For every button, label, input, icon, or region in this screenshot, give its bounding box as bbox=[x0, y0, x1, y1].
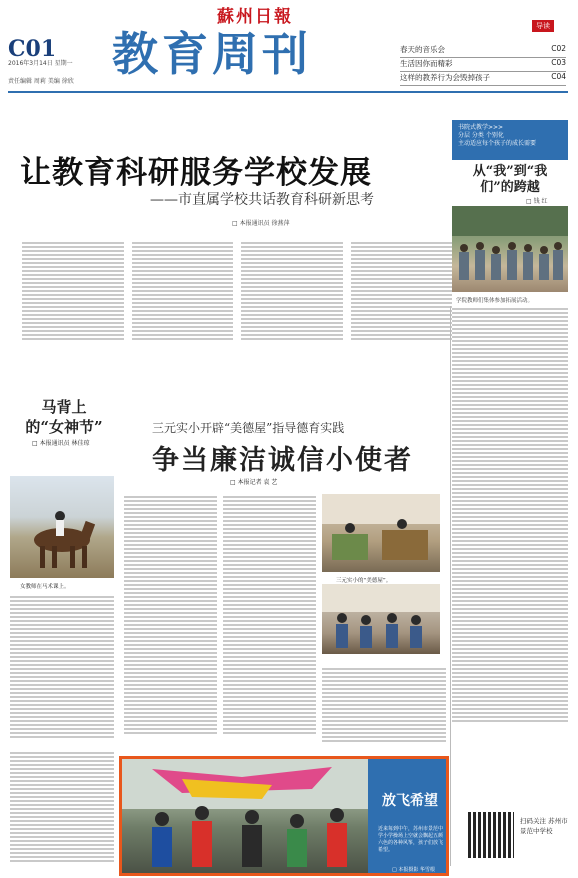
text-column bbox=[351, 240, 453, 380]
toc-page: C02 bbox=[551, 44, 566, 53]
mid-body bbox=[124, 494, 316, 744]
mid-photo-2 bbox=[322, 584, 440, 654]
page-code: C01 bbox=[8, 36, 57, 62]
side-photo bbox=[452, 206, 568, 292]
feature-title: 放飞希望 bbox=[382, 793, 438, 809]
mid-byline: □ 本报记者 袁 艺 bbox=[230, 479, 278, 486]
side-body bbox=[452, 306, 568, 746]
left-caption: 女教师在马术课上。 bbox=[20, 584, 70, 590]
lead-subtitle: ——市直属学校共话教育科研新思考 bbox=[150, 192, 374, 208]
column-divider bbox=[450, 306, 451, 866]
toc-item[interactable] bbox=[400, 58, 566, 72]
header-rule bbox=[8, 91, 568, 93]
toc-title: 这样的教养行为会毁掉孩子 bbox=[400, 73, 490, 82]
mid-body-right bbox=[322, 666, 446, 746]
left-body-lower bbox=[10, 750, 114, 868]
lead-body bbox=[22, 240, 452, 380]
toc-page: C03 bbox=[551, 58, 566, 67]
left-body bbox=[10, 594, 114, 744]
mid-caption-1: 三元实小的“美德屋”。 bbox=[336, 578, 392, 584]
lead-byline: □ 本报通讯员 徐燕萍 bbox=[232, 220, 290, 227]
column-box bbox=[452, 120, 568, 160]
column-line: 主动适应每个孩子的成长需要 bbox=[458, 140, 537, 147]
mid-kicker: 三元实小开辟“美德屋”指导德育实践 bbox=[152, 421, 345, 435]
side-caption: 学院教师们集体参加拓展活动。 bbox=[456, 298, 534, 304]
feature-byline: □ 本报摄影 华雪根 bbox=[392, 867, 435, 873]
feature-text: 近来每到中午，苏州市景范中学小学操场上空就会飘起五颜六色的各种风筝，孩子们放飞希望。 bbox=[378, 826, 444, 853]
date-line: 2016年3月14日 星期一 bbox=[8, 60, 73, 67]
feature-photo bbox=[122, 759, 368, 873]
text-column bbox=[241, 240, 343, 380]
text-column bbox=[223, 494, 316, 744]
qr-code-icon[interactable] bbox=[468, 812, 514, 858]
toc-title: 生活因你而精彩 bbox=[400, 59, 453, 68]
students-illustration bbox=[322, 584, 440, 654]
toc-item[interactable] bbox=[400, 72, 566, 86]
mid-photo-1 bbox=[322, 494, 440, 572]
kites-children-illustration bbox=[122, 759, 368, 873]
toc-item[interactable] bbox=[400, 44, 566, 58]
guide-tag: 导读 bbox=[532, 20, 554, 32]
toc-page: C04 bbox=[551, 72, 566, 81]
mid-headline: 争当廉洁诚信小使者 bbox=[152, 445, 413, 476]
side-headline: 从“我”到“我们”的跨越 bbox=[472, 164, 548, 195]
masthead-title: 教育周刊 bbox=[112, 27, 312, 81]
column-line: 分层 分类 个别化 bbox=[458, 132, 504, 139]
lead-headline: 让教育科研服务学校发展 bbox=[20, 155, 372, 191]
text-column bbox=[132, 240, 234, 380]
side-byline: □ 钱 红 bbox=[526, 198, 548, 205]
horse-photo bbox=[10, 476, 114, 578]
people-photo-illustration bbox=[452, 206, 568, 292]
horse-illustration bbox=[10, 476, 114, 578]
left-byline: □ 本报通讯员 林佳琼 bbox=[32, 440, 90, 447]
text-column bbox=[22, 240, 124, 380]
left-headline: 马背上的“女神节” bbox=[25, 398, 103, 436]
classroom-illustration bbox=[322, 494, 440, 572]
qr-caption: 扫码关注 苏州市景范中学校 bbox=[520, 817, 568, 835]
text-column bbox=[124, 494, 217, 744]
toc-title: 春天的音乐会 bbox=[400, 45, 445, 54]
column-line: 书院式教学>>> bbox=[458, 124, 504, 131]
newspaper-logo: 蘇州日報 bbox=[217, 7, 293, 27]
meta-line: 责任编辑 周莉 美编 徐欣 bbox=[8, 78, 74, 85]
